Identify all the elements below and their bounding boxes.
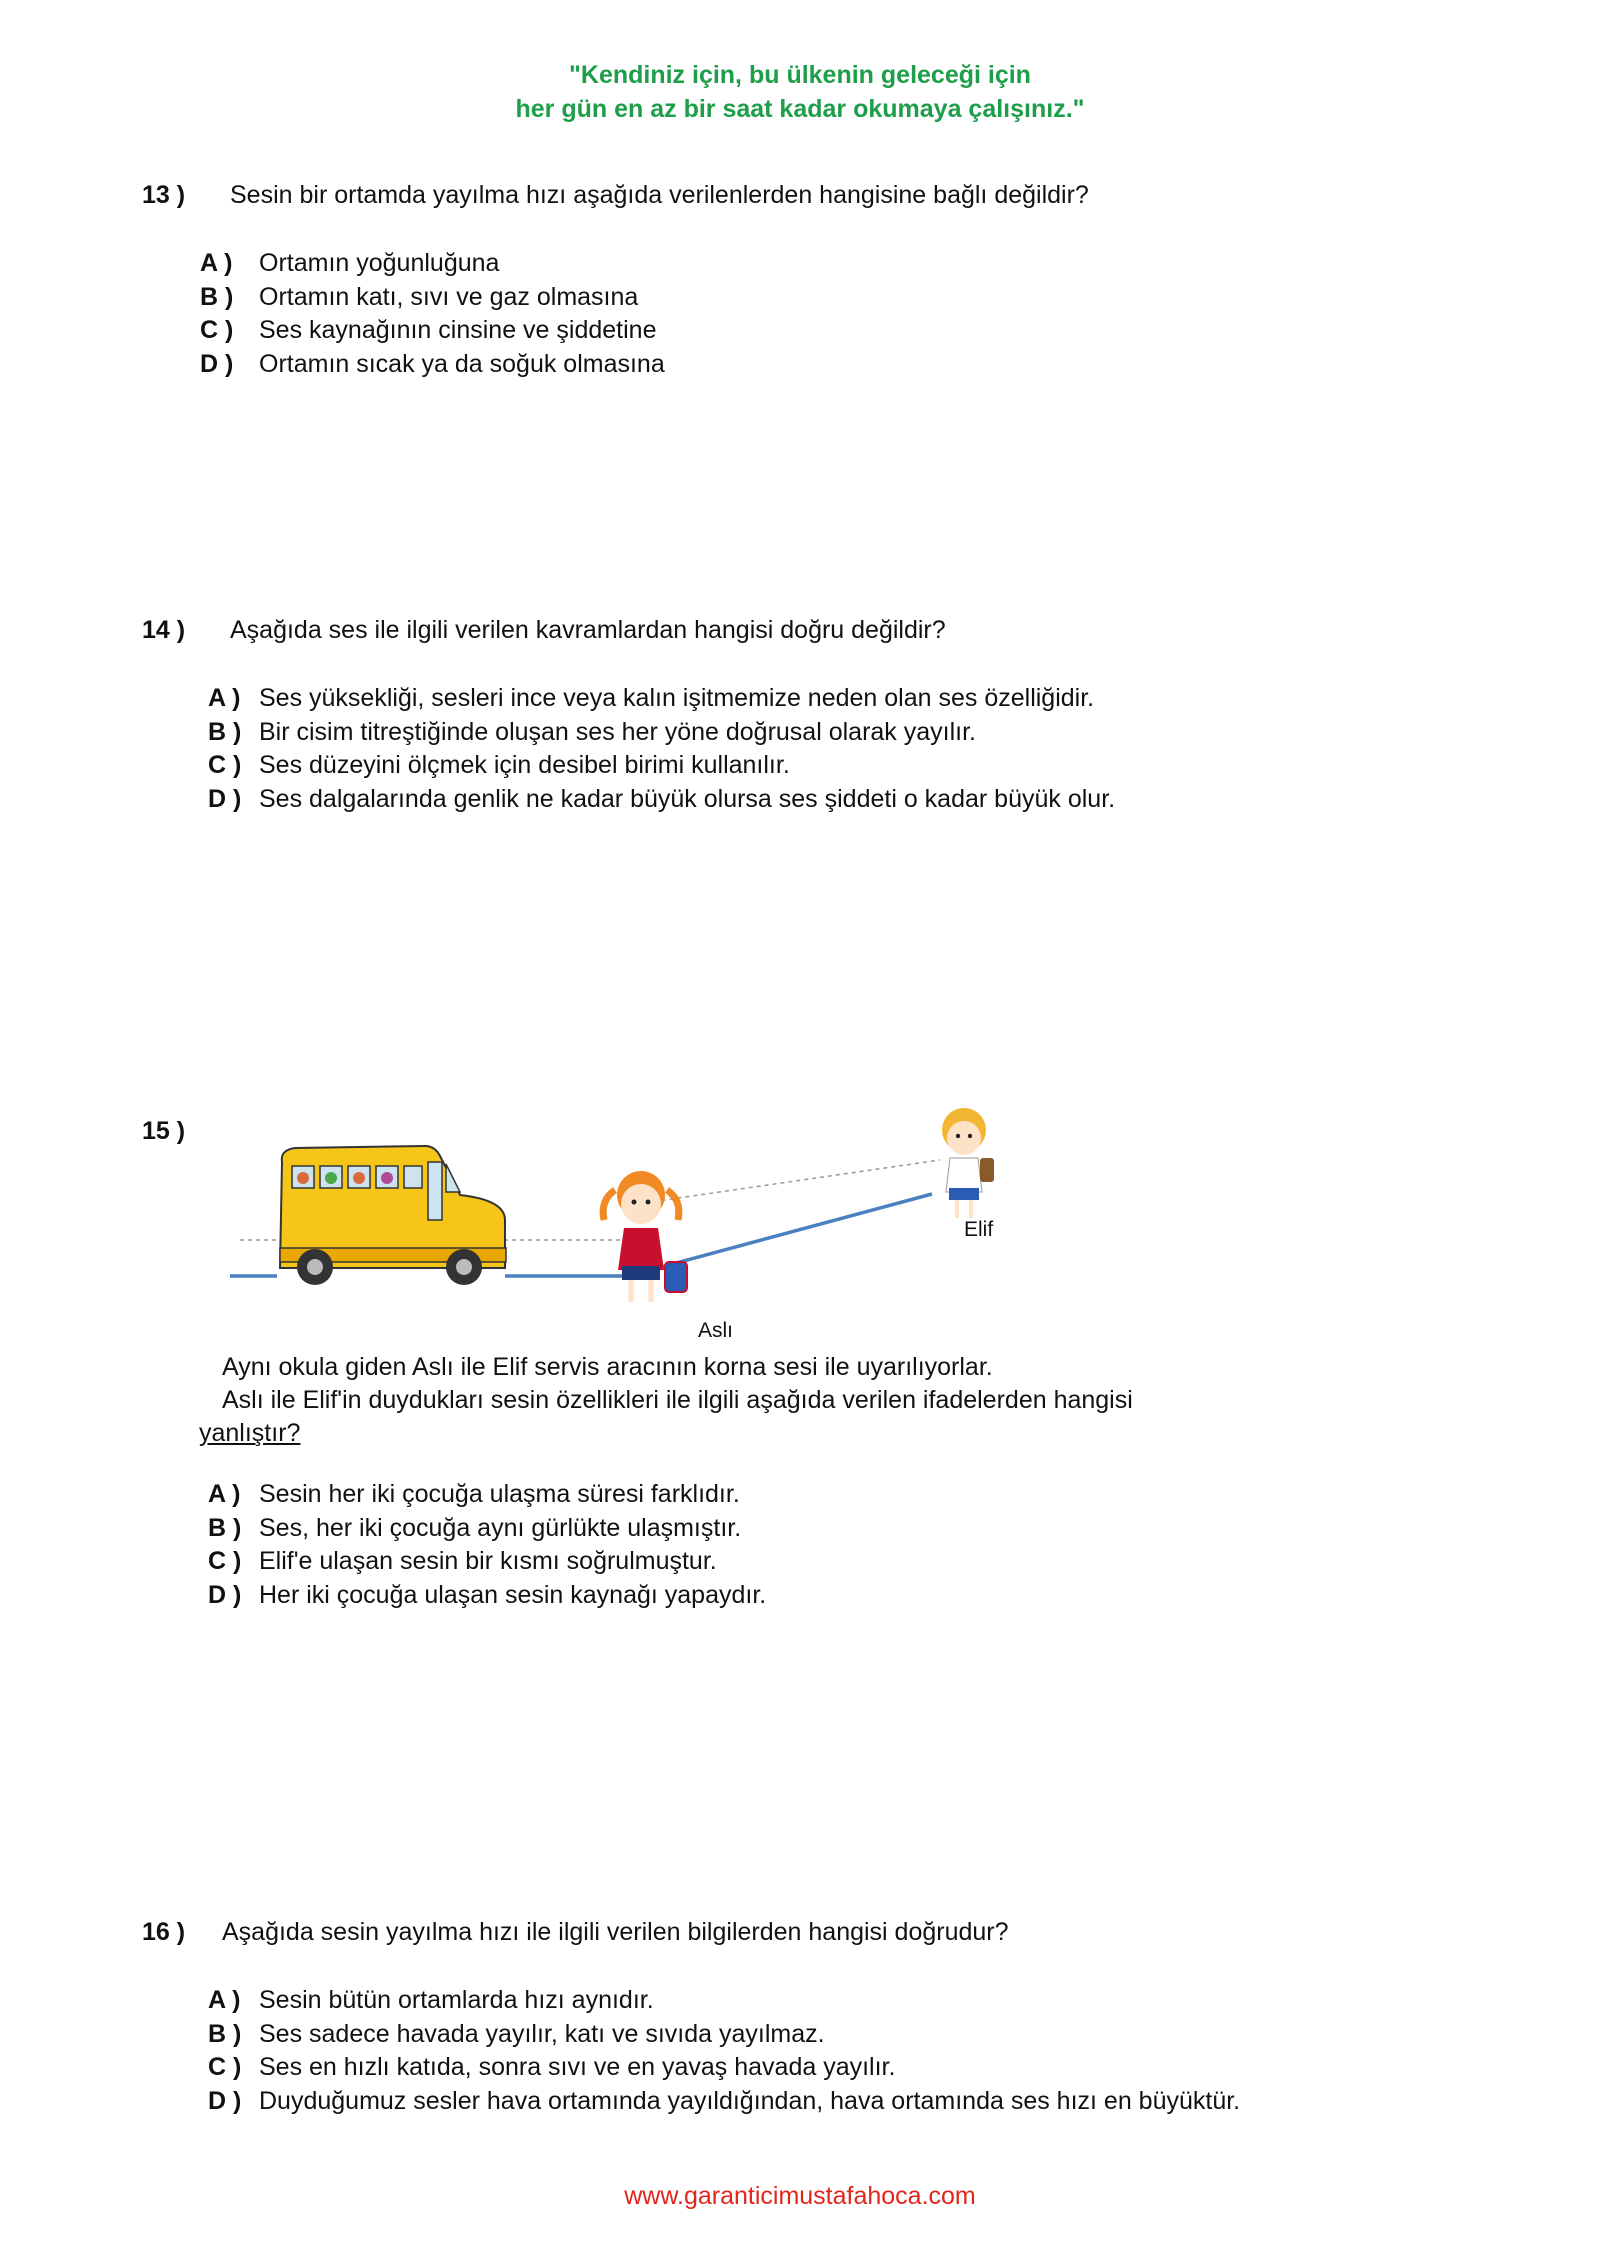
option-b[interactable] (208, 2018, 825, 2052)
question-16-options (208, 1984, 1241, 2118)
option-a[interactable] (208, 682, 1095, 716)
question-14-options (208, 682, 1116, 816)
option-letter: D ) (208, 1580, 242, 1609)
question-15-stem-2: Aslı ile Elif'in duydukları sesin özellikleri ile ilgili aşağıda verilen ifadelerden hangisi (222, 1386, 1133, 1414)
question-14-number: 14 ) (142, 616, 186, 644)
option-text: Ortamın sıcak ya da soğuk olmasına (259, 349, 665, 378)
label-asli: Aslı (698, 1319, 734, 1342)
option-letter: D ) (200, 349, 234, 378)
option-letter: C ) (208, 2053, 242, 2081)
option-letter: C ) (200, 316, 234, 344)
question-16-number: 16 ) (142, 1918, 186, 1946)
option-d[interactable] (200, 348, 665, 382)
question-15-number: 15 ) (142, 1117, 186, 1145)
option-letter: B ) (208, 2019, 242, 2048)
question-15-stem-3: yanlıştır? (199, 1419, 301, 1447)
option-letter: D ) (208, 2086, 242, 2115)
option-b[interactable] (208, 716, 976, 750)
question-13-options (200, 247, 665, 381)
option-letter: B ) (208, 1513, 242, 1542)
school-bus-scene (220, 1100, 1040, 1350)
school-bus-icon (280, 1146, 506, 1285)
option-c[interactable] (208, 1545, 717, 1579)
option-b[interactable] (208, 1512, 742, 1546)
option-letter: D ) (208, 784, 242, 813)
question-13-text: Sesin bir ortamda yayılma hızı aşağıda verilenlerden hangisine bağlı değildir? (230, 181, 1089, 209)
option-letter: C ) (208, 751, 242, 779)
option-a[interactable] (208, 1984, 654, 2018)
option-text: Bir cisim titreştiğinde oluşan ses her yöne doğrusal olarak yayılır. (259, 717, 976, 746)
question-16-text: Aşağıda sesin yayılma hızı ile ilgili verilen bilgilerden hangisi doğrudur? (222, 1918, 1009, 1946)
question-14-text: Aşağıda ses ile ilgili verilen kavramlardan hangisi doğru değildir? (230, 616, 946, 644)
option-text: Ses, her iki çocuğa aynı gürlükte ulaşmıştır. (259, 1513, 742, 1542)
option-b[interactable] (200, 281, 639, 315)
option-text: Ses dalgalarında genlik ne kadar büyük olursa ses şiddeti o kadar büyük olur. (259, 784, 1116, 813)
option-text: Her iki çocuğa ulaşan sesin kaynağı yapaydır. (259, 1580, 767, 1609)
motto-line-1: "Kendiniz için, bu ülkenin geleceği için (569, 61, 1031, 89)
option-text: Duyduğumuz sesler hava ortamında yayıldığından, hava ortamında ses hızı en büyüktür. (259, 2086, 1241, 2115)
option-d[interactable] (208, 783, 1116, 817)
option-text: Ses en hızlı katıda, sonra sıvı ve en yavaş havada yayılır. (259, 2053, 896, 2081)
elif-figure-icon (942, 1108, 994, 1218)
option-text: Ses sadece havada yayılır, katı ve sıvıda yayılmaz. (259, 2019, 825, 2048)
option-letter: C ) (208, 1547, 242, 1575)
option-letter: A ) (208, 1986, 241, 2014)
option-a[interactable] (200, 247, 500, 281)
option-text: Sesin her iki çocuğa ulaşma süresi farklıdır. (259, 1480, 740, 1508)
option-letter: A ) (200, 249, 233, 277)
option-a[interactable] (208, 1478, 740, 1512)
question-13-number: 13 ) (142, 181, 186, 209)
option-d[interactable] (208, 2085, 1241, 2119)
option-c[interactable] (208, 749, 790, 783)
option-text: Ortamın yoğunluğuna (259, 249, 500, 277)
option-text: Ses yüksekliği, sesleri ince veya kalın işitmemize neden olan ses özelliğidir. (259, 684, 1095, 712)
label-elif: Elif (964, 1218, 994, 1241)
option-text: Ortamın katı, sıvı ve gaz olmasına (259, 282, 639, 311)
option-text: Ses düzeyini ölçmek için desibel birimi kullanılır. (259, 751, 790, 779)
motto-header (0, 58, 1600, 126)
option-c[interactable] (200, 314, 657, 348)
option-letter: A ) (208, 684, 241, 712)
option-c[interactable] (208, 2051, 896, 2085)
asli-figure-icon (603, 1171, 687, 1302)
option-text: Elif'e ulaşan sesin bir kısmı soğrulmuştur. (259, 1547, 717, 1575)
option-letter: B ) (200, 282, 234, 311)
option-letter: A ) (208, 1480, 241, 1508)
question-15-stem-1: Aynı okula giden Aslı ile Elif servis aracının korna sesi ile uyarılıyorlar. (222, 1353, 993, 1381)
motto-line-2: her gün en az bir saat kadar okumaya çalışınız." (515, 95, 1085, 123)
footer-website-link[interactable]: www.garanticimustafahoca.com (624, 2182, 976, 2210)
option-d[interactable] (208, 1579, 767, 1613)
question-15-options (208, 1478, 767, 1612)
option-text: Ses kaynağının cinsine ve şiddetine (259, 316, 657, 344)
road-ramp (505, 1194, 932, 1276)
option-text: Sesin bütün ortamlarda hızı aynıdır. (259, 1986, 654, 2014)
option-letter: B ) (208, 717, 242, 746)
